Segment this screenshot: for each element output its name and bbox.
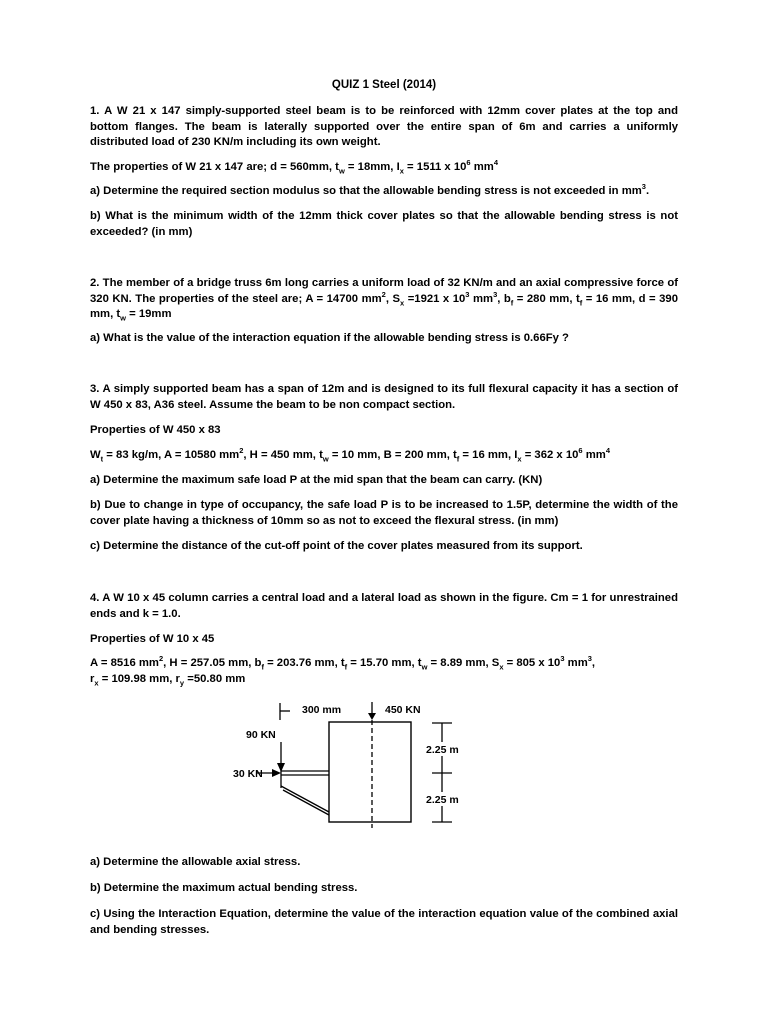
prop-text: = 805 x 10 — [503, 657, 561, 669]
question-text: mm — [469, 292, 494, 305]
label-225m-bottom: 2.25 m — [426, 794, 459, 806]
q1-part-a — [90, 184, 678, 200]
prop-text: , H = 450 mm, t — [243, 449, 323, 461]
superscript: 3 — [560, 654, 565, 664]
prop-text: = 15.70 mm, t — [347, 657, 422, 669]
question-number: 3. — [90, 383, 100, 395]
q4-part-b: b) Determine the maximum actual bending stress. — [90, 882, 358, 894]
subscript: f — [510, 297, 514, 307]
column-load-figure — [230, 700, 480, 830]
label-225m-top: 2.25 m — [426, 744, 459, 756]
subscript: f — [456, 454, 460, 464]
prop-text: = 362 x 10 — [521, 449, 579, 461]
superscript: 2 — [158, 654, 164, 664]
label-450kn: 450 KN — [385, 704, 421, 716]
label-300mm: 300 mm — [302, 704, 342, 716]
arrowhead-down — [368, 713, 376, 720]
prop-text: W — [90, 449, 101, 461]
q4-part-c: c) Using the Interaction Equation, determine the value of the interaction equation value of the combined axial and bending stresses. — [90, 908, 678, 936]
q2-part-a: a) What is the value of the interaction equation if the allowable bending stress is 0.66Fy ? — [90, 332, 569, 344]
prop-text: r — [90, 672, 95, 685]
q1-props-text: mm — [470, 161, 494, 173]
q3-part-a: a) Determine the maximum safe load P at the mid span that the beam can carry. (KN) — [90, 474, 543, 486]
question-text: A W 10 x 45 column carries a central load and a lateral load as shown in the figure. Cm = 1 for unrestrained ends and k = 1.0. — [90, 592, 678, 620]
column-outline — [329, 722, 411, 822]
prop-text: A = 8516 mm — [90, 657, 159, 669]
prop-text: , — [591, 657, 596, 669]
subscript: w — [322, 454, 329, 464]
prop-text: = 83 kg/m, A = 10580 mm — [103, 449, 240, 461]
subscript: y — [179, 677, 185, 687]
q3-part-b: b) Due to change in type of occupancy, the safe load P is to be increased to 1.5P, determine the width of the cover plate having a thickness of 10mm so as not to exceed the flexural stress. (in mm) — [90, 499, 678, 527]
prop-text: mm — [582, 449, 606, 461]
arrowhead-right — [272, 769, 281, 777]
subscript: f — [579, 297, 583, 307]
q3-part-c: c) Determine the distance of the cut-off point of the cover plates measured from its support. — [90, 540, 583, 552]
subscript: w — [421, 662, 428, 672]
question-2 — [90, 276, 678, 323]
prop-text: = 10 mm, B = 200 mm, t — [328, 449, 457, 461]
subscript: x — [399, 166, 404, 176]
question-1 — [90, 104, 678, 151]
question-number: 2. — [90, 277, 100, 289]
superscript: 4 — [605, 446, 610, 456]
subscript: t — [100, 454, 104, 464]
q4-properties-title: Properties of W 10 x 45 — [90, 633, 215, 645]
bracket-brace — [283, 790, 329, 815]
q1-part-b: b) What is the minimum width of the 12mm thick cover plates so that the allowable bending stress is not exceeded? (in mm) — [90, 210, 678, 238]
q3-properties — [90, 448, 678, 464]
question-text: A simply supported beam has a span of 12m and is designed to its full flexural capacity it has a section of W 450 x 83, A36 steel. Assume the beam to be non compact section. — [90, 383, 678, 411]
question-text: , b — [497, 292, 511, 305]
subscript: w — [120, 313, 126, 323]
superscript: 2 — [381, 289, 386, 299]
prop-text: , H = 257.05 mm, b — [163, 657, 262, 669]
question-text: The member of a bridge truss 6m long carries a uniform load of 32 KN/m and an axial compressive force of 320 KN. The properties of the steel are; A = 14700 mm — [90, 277, 678, 305]
superscript: 3 — [587, 654, 592, 664]
prop-text: = 16 mm, I — [459, 449, 518, 461]
question-text: A W 21 x 147 simply-supported steel beam is to be reinforced with 12mm cover plates at the top and bottom flanges. The beam is laterally supported over the entire span of 6m and carries a uniformly distributed load of 230 KN/m including its own weight. — [90, 105, 678, 148]
superscript: 4 — [493, 158, 498, 168]
question-number: 4. — [90, 592, 100, 604]
superscript: 3 — [465, 289, 470, 299]
subscript: x — [499, 662, 504, 672]
part-text: a) Determine the required section modulus so that the allowable bending stress is not exceeded in mm — [90, 185, 642, 197]
superscript: 6 — [578, 446, 583, 456]
prop-text: = 203.76 mm, t — [263, 657, 345, 669]
question-text: , S — [385, 292, 401, 305]
superscript: 3 — [641, 182, 646, 192]
question-text: = 19mm — [125, 308, 172, 320]
quiz-title: QUIZ 1 Steel (2014) — [331, 79, 437, 91]
question-text: =1921 x 10 — [404, 292, 466, 305]
subscript: x — [517, 454, 522, 464]
subscript: f — [261, 662, 264, 672]
subscript: f — [344, 662, 348, 672]
q1-props-text: The properties of W 21 x 147 are; d = 560mm, t — [90, 161, 339, 173]
prop-text: =50.80 mm — [184, 672, 246, 685]
q4-part-a: a) Determine the allowable axial stress. — [90, 856, 301, 868]
question-text: = 280 mm, t — [513, 292, 580, 305]
part-text: . — [645, 185, 650, 197]
subscript: w — [338, 166, 345, 176]
superscript: 2 — [239, 446, 244, 456]
q3-properties-title: Properties of W 450 x 83 — [90, 424, 221, 436]
prop-text: mm — [564, 657, 588, 669]
superscript: 3 — [493, 289, 498, 299]
question-text: = 16 mm, d = 390 mm, t — [90, 292, 678, 320]
q1-props-text: = 18mm, I — [344, 161, 400, 173]
superscript: 6 — [466, 158, 471, 168]
label-30kn: 30 KN — [233, 768, 263, 780]
q1-properties — [90, 160, 678, 176]
subscript: x — [94, 677, 99, 687]
subscript: x — [400, 297, 405, 307]
q1-props-text: = 1511 x 10 — [403, 161, 467, 173]
question-3 — [90, 382, 678, 413]
bracket-brace — [281, 786, 329, 812]
label-90kn: 90 KN — [246, 729, 276, 741]
prop-text: = 109.98 mm, r — [98, 672, 180, 685]
question-number: 1. — [90, 105, 100, 117]
q4-properties — [90, 656, 678, 687]
prop-text: = 8.89 mm, S — [427, 657, 500, 669]
question-4 — [90, 591, 678, 622]
